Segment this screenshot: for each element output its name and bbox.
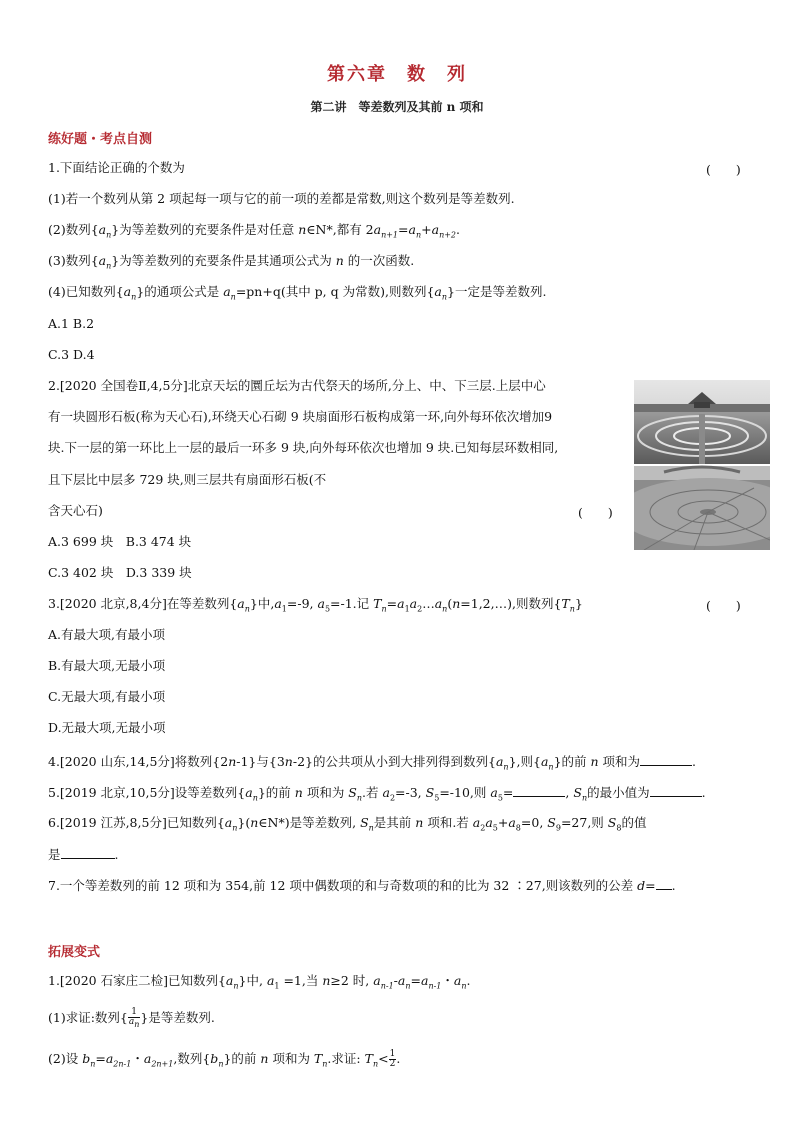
q2-options-cd: C.3 402 块 D.3 339 块 [48,565,192,580]
q5-answer-blank-1[interactable] [513,784,565,797]
q2-line-2: 有一块圆形石板(称为天心石),环绕天心石砌 9 块扇面形石板构成第一环,向外每环依次增加9 [48,409,553,424]
q3-answer-paren: ( ) [706,598,741,613]
temple-of-heaven-photo [634,380,770,550]
q5-answer-blank-2[interactable] [650,784,702,797]
q7-stem: 7.一个等差数列的前 12 项和为 354,前 12 项中偶数项的和与奇数项的和的比为 32 ∶27,则该数列的公差 d= . [48,878,676,893]
q1-stem: 1.下面结论正确的个数为 [48,160,185,175]
q7-answer-blank[interactable] [656,877,672,890]
q5-stem: 5.[2019 北京,10,5分]设等差数列$\{a_n\}$的前 n 项和为 $S_n$.若 $a_2=-3$, $S_5=-10$,则 $a_5=$ , $S_n$的最小值为 . [48,785,706,803]
q4-answer-blank[interactable] [640,753,692,766]
q1-statement-1: (1)若一个数列从第 2 项起每一项与它的前一项的差都是常数,则这个数列是等差数列. [48,191,515,206]
ext1-part-1: (1)求证:数列{ $\frac{1}{a_n}$ }是等差数列. [48,1007,215,1029]
q1-answer-paren: ( ) [706,162,741,177]
ext1-stem: 1.[2020 石家庄二检]已知数列$\{a_n\}$中, $a_1 =1$,当 n≥2 时, $a_{n-1}-a_n=a_{n-1}$・$a_n$. [48,973,471,991]
ext1-part-2: (2)设 $b_n=a_{2n-1}$・$a_{2n+1}$,数列$\{b_n\}$的前 n 项和为 $T_n$.求证: $T_n<$ $\frac{1}{2}$ . [48,1049,401,1069]
lesson-title: 第二讲 等差数列及其前 n 项和 [310,100,484,114]
q2-line-1: 2.[2020 全国卷Ⅱ,4,5分]北京天坛的圜丘坛为古代祭天的场所,分上、中、下三层.上层中心 [48,378,546,393]
q1-statement-2: (2)数列$\{a_n\}$为等差数列的充要条件是对任意 n∈N*,都有 $2a_{n+1}=a_n+a_{n+2}$. [48,222,460,240]
q2-line-4: 且下层比中层多 729 块,则三层共有扇面形石板(不 [48,472,327,487]
circular-mound-altar-image [634,380,770,550]
q3-option-a: A.有最大项,有最小项 [48,627,165,642]
q2-line-5: 含天心石) [48,503,103,518]
q3-option-c: C.无最大项,有最小项 [48,689,166,704]
q6-line-2: 是 . [48,847,119,862]
fraction-one-half: $\frac{1}{2}$ [389,1049,396,1069]
section-extension-heading: 拓展变式 [48,945,101,960]
q2-options-ab: A.3 699 块 B.3 474 块 [48,534,192,549]
q3-option-d: D.无最大项,无最小项 [48,720,166,735]
q3-stem: 3.[2020 北京,8,4分]在等差数列$\{a_n\}$中$,a_1=-9$, $a_5=-1$.记 $T_n=a_1a_2\dots a_n(n=1,2,\dots)$,则数列$\{T_n\}$ [48,596,583,614]
q1-options-ab: A.1 B.2 [48,316,95,331]
q1-options-cd: C.3 D.4 [48,347,95,362]
section-practice-heading: 练好题・考点自测 [48,132,153,147]
q1-statement-4: (4)已知数列$\{a_n\}$的通项公式是 $a_n=pn+q$(其中 p, q 为常数),则数列$\{a_n\}$一定是等差数列. [48,284,547,302]
q2-line-3: 块.下一层的第一环比上一层的最后一环多 9 块,向外每环依次也增加 9 块.已知每层环数相同, [48,440,559,455]
q4-stem: 4.[2020 山东,14,5分]将数列{2n-1}与{3n-2}的公共项从小到大排列得到数列$\{a_n\}$,则$\{a_n\}$的前 n 项和为 . [48,754,697,772]
q3-option-b: B.有最大项,无最小项 [48,658,166,673]
q6-stem: 6.[2019 江苏,8,5分]已知数列$\{a_n\}(n\in N*)$是等差数列, $S_n$是其前 n 项和.若 $a_2a_5+a_8=0$, $S_9=27$,则 $S_8$的值 [48,815,647,833]
q1-statement-3: (3)数列$\{a_n\}$为等差数列的充要条件是其通项公式为 n 的一次函数. [48,253,415,271]
q6-answer-blank[interactable] [61,846,115,859]
fraction-one-over-an: $\frac{1}{a_n}$ [128,1007,140,1029]
q2-answer-paren: ( ) [578,505,613,520]
chapter-title: 第六章 数 列 [327,64,467,85]
